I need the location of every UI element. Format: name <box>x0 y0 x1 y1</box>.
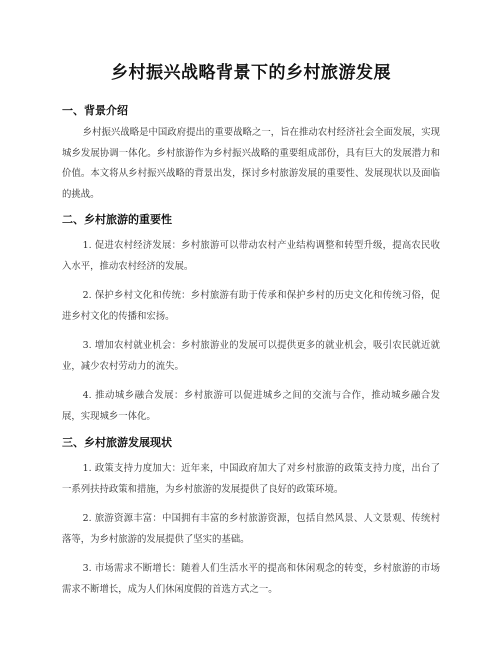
paragraph-importance-1: 1. 促进农村经济发展：乡村旅游可以带动农村产业结构调整和转型升级，提高农民收入水平，推动农村经济的发展。 <box>62 240 440 272</box>
section-heading-importance: 二、乡村旅游的重要性 <box>62 213 172 226</box>
section-heading-background: 一、背景介绍 <box>62 104 128 117</box>
paragraph-importance-3: 3. 增加农村就业机会：乡村旅游业的发展可以提供更多的就业机会，吸引农民就近就业，减少农村劳动力的流失。 <box>62 340 440 372</box>
paragraph-status-1: 1. 政策支持力度加大：近年来，中国政府加大了对乡村旅游的政策支持力度，出台了一系列扶持政策和措施，为乡村旅游的发展提供了良好的政策环境。 <box>62 463 440 495</box>
paragraph-background: 乡村振兴战略是中国政府提出的重要战略之一，旨在推动农村经济社会全面发展，实现城乡发展协调一体化。乡村旅游作为乡村振兴战略的重要组成部份，具有巨大的发展潜力和价值。本文将从乡村振兴战略的背景出发，探讨乡村旅游发展的重要性、发展现状以及面临的挑战。 <box>62 127 440 200</box>
paragraph-importance-2: 2. 保护乡村文化和传统：乡村旅游有助于传承和保护乡村的历史文化和传统习俗，促进乡村文化的传播和宏扬。 <box>62 290 440 322</box>
section-heading-status: 三、乡村旅游发展现状 <box>62 436 172 449</box>
paragraph-importance-4: 4. 推动城乡融合发展：乡村旅游可以促进城乡之间的交流与合作，推动城乡融合发展，实现城乡一体化。 <box>62 390 440 422</box>
paragraph-status-3: 3. 市场需求不断增长：随着人们生活水平的提高和休闲观念的转变，乡村旅游的市场需求不断增长，成为人们休闲度假的首选方式之一。 <box>62 563 440 595</box>
document-title: 乡村振兴战略背景下的乡村旅游发展 <box>111 63 391 83</box>
paragraph-status-2: 2. 旅游资源丰富：中国拥有丰富的乡村旅游资源，包括自然风景、人文景观、传统村落等，为乡村旅游的发展提供了坚实的基础。 <box>62 513 440 545</box>
